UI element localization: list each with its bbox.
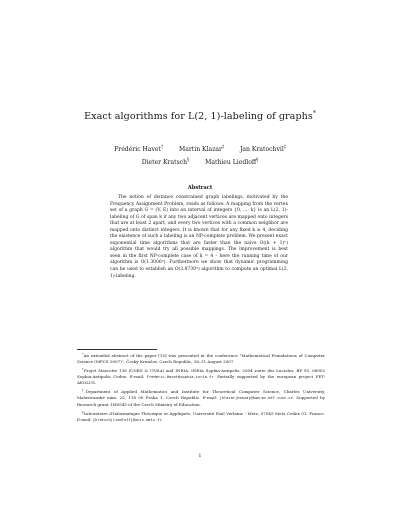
title-footnote-mark: * bbox=[312, 110, 316, 117]
author-row-2 bbox=[0, 157, 400, 166]
author: Mathieu Liedloff§ bbox=[205, 157, 259, 166]
email-address: {klazar|honza}@kam.ms.mff.cuni.cz bbox=[219, 396, 293, 401]
footnotes bbox=[77, 352, 325, 425]
footnote-rule bbox=[77, 349, 157, 350]
footnote: §Laboratoire d'Informatique Théorique et Appliquée, Université Paul Verlaine - Metz, 57045 Metz Cedex 01, France. E-mail: {kratsch|liedloff}@univ-metz.fr. bbox=[77, 409, 325, 422]
email-address: Frederic.Havet@sophia.inria.fr bbox=[146, 374, 214, 379]
abstract-heading: Abstract bbox=[187, 185, 213, 191]
page-number: 1 bbox=[198, 453, 202, 459]
author: Jan Kratochvíl‡ bbox=[239, 144, 286, 153]
abstract-paragraph: The notion of distance constrained graph labelings, motivated by the Frequency Assignment Problem, reads as follows: A mapping from the vertex set of a graph G = (V, E) into an interval of integers {0, ..., k} is an L(2, 1)-labeling of G of span k if any two adjacent vertices are mapped onto integers that are at least 2 apart, and every two vertices with a common neighbor are mapped onto distinct integers. It is known that for any fixed k ≥ 4, deciding the existence of such a labeling is an NP-complete problem. We present exact exponential time algorithms that are faster than the naive O((k + 1)ⁿ) algorithm that would try all possible mappings. The improvement is best seen in the first NP-complete case of k = 4 – here the running time of our algorithm is O(1.3006ⁿ). Furthermore we show that dynamic programming can be used to establish an O(3.8730ⁿ) algorithm to compute an optimal L(2, 1)-labeling. bbox=[110, 195, 288, 279]
paper-title-text: Exact algorithms for L(2, 1)-labeling of graphs bbox=[84, 111, 313, 122]
email-address: {kratsch|liedloff}@univ-metz.fr bbox=[92, 417, 162, 422]
author: Martin Klazar‡ bbox=[179, 144, 225, 153]
abstract-body bbox=[110, 195, 288, 280]
footnote: *An extended abstract of the paper [15] was presented at the conference "Mathematical Foundations of Computer Science (MFCS 2007)", Český Krumlov, Czech Republic, 26–31 August 2007. bbox=[77, 352, 325, 364]
author-row-1 bbox=[0, 144, 400, 153]
footnote: ‡Department of Applied Mathematics and Institute for Theoretical Computer Science, Charles University, Malostranské nám. 25, 118 00 Praha 1, Czech Republic. E-mail: {klazar|honza}@kam.ms.mff.cuni.cz. Supported by Research grant 1M0545 of the Czech Ministry of Education. bbox=[77, 388, 326, 407]
paper-title bbox=[0, 110, 400, 122]
author: Frédéric Havet† bbox=[114, 144, 164, 153]
author: Dieter Kratsch§ bbox=[141, 157, 190, 166]
footnote: †Projet Mascotte 138 (CNRS & UNSA) and INRIA, INRIA Sophia-Antipolis, 2004 route des Lucioles, BP 93, 06902 Sophia-Antipolis Cedex. E-mail: Frederic.Havet@sophia.inria.fr. Partially supported by the european project FET-AEOLUS. bbox=[77, 366, 326, 386]
